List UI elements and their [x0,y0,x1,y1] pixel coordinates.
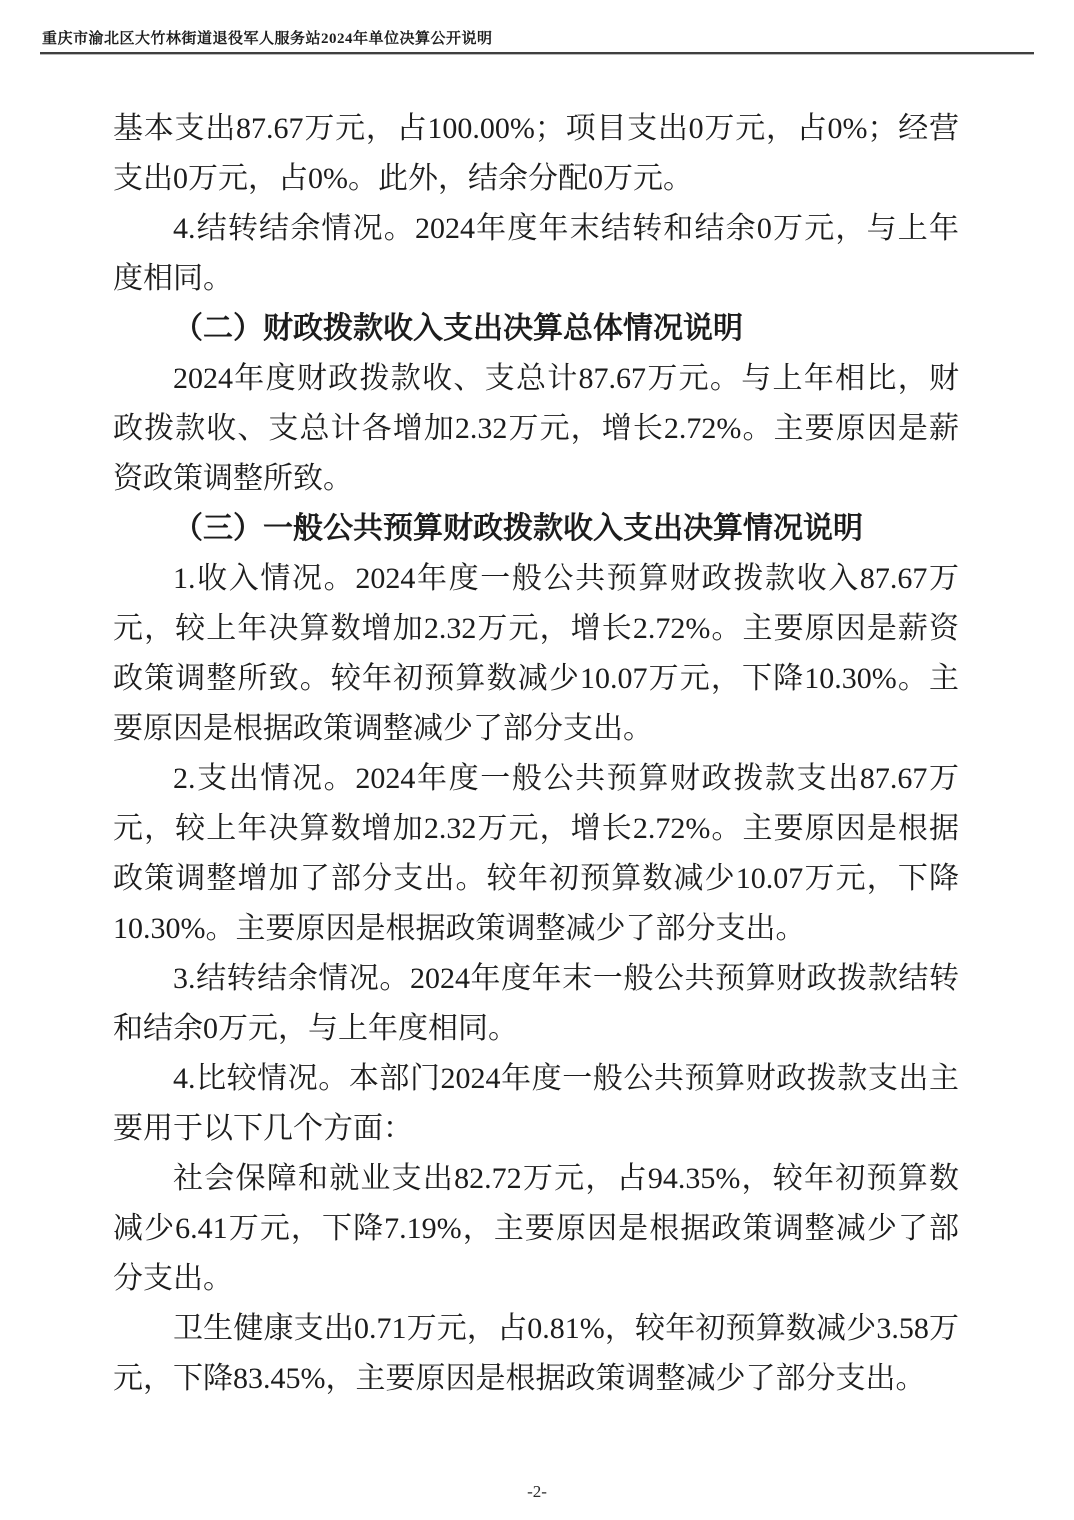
header-title: 重庆市渝北区大竹林街道退役军人服务站2024年单位决算公开说明 [42,31,493,47]
section-heading: （二）财政拨款收入支出决算总体情况说明 [173,312,743,345]
paragraph: 4.比较情况。本部门2024年度一般公共预算财政拨款支出主要用于以下几个方面： [113,1062,959,1145]
page-footer [0,1482,1074,1502]
paragraph: 2024年度财政拨款收、支总计87.67万元。与上年相比，财政拨款收、支总计各增加2.32万元，增长2.72%。主要原因是薪资政策调整所致。 [113,362,959,495]
paragraph: 卫生健康支出0.71万元，占0.81%，较年初预算数减少3.58万元，下降83.45%，主要原因是根据政策调整减少了部分支出。 [113,1312,959,1395]
paragraph: 基本支出87.67万元，占100.00%；项目支出0万元，占0%；经营支出0万元，占0%。此外，结余分配0万元。 [113,112,959,195]
page-header [40,0,1034,55]
paragraph: 社会保障和就业支出82.72万元，占94.35%，较年初预算数减少6.41万元，下降7.19%，主要原因是根据政策调整减少了部分支出。 [113,1162,959,1295]
header-rule [40,52,1034,55]
document-body [113,104,959,1404]
paragraph: 1.收入情况。2024年度一般公共预算财政拨款收入87.67万元，较上年决算数增加2.32万元，增长2.72%。主要原因是薪资政策调整所致。较年初预算数减少10.07万元，下降10.30%。主要原因是根据政策调整减少了部分支出。 [113,562,959,745]
paragraph: 4.结转结余情况。2024年度年末结转和结余0万元，与上年度相同。 [113,212,959,295]
paragraph: 2.支出情况。2024年度一般公共预算财政拨款支出87.67万元，较上年决算数增加2.32万元，增长2.72%。主要原因是根据政策调整增加了部分支出。较年初预算数减少10.07万元，下降10.30%。主要原因是根据政策调整减少了部分支出。 [113,762,959,945]
section-heading: （三）一般公共预算财政拨款收入支出决算情况说明 [173,512,863,545]
paragraph: 3.结转结余情况。2024年度年末一般公共预算财政拨款结转和结余0万元，与上年度相同。 [113,962,959,1045]
page-number: -2- [527,1482,547,1501]
